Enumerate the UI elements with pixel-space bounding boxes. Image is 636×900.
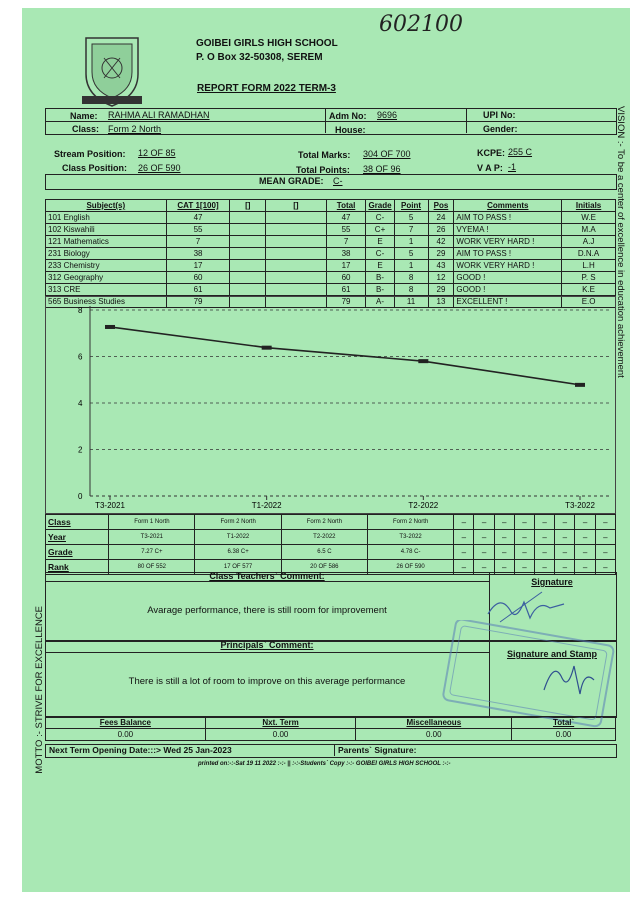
history-year-cell: T3-2021 xyxy=(109,530,195,545)
opening-date: Next Term Opening Date:::> Wed 25 Jan-2023 xyxy=(49,745,232,755)
history-empty-cell: – xyxy=(575,530,595,545)
printed-line: printed on:-:-Sat 19 11 2022 :-:- || :-:-Students` Copy :-:- GOIBEI GIRLS HIGH SCHOOL :-:- xyxy=(198,761,451,767)
fees-balance-value: 0.00 xyxy=(46,729,206,741)
history-empty-cell: – xyxy=(595,530,615,545)
history-rank-cell: 20 OF 586 xyxy=(281,560,367,575)
subject-row xyxy=(46,212,616,224)
history-class-cell: Form 2 North xyxy=(367,515,453,530)
subject-grade-cell: C- xyxy=(366,248,394,260)
history-empty-cell: – xyxy=(474,515,494,530)
y-tick-label: 0 xyxy=(78,492,83,501)
history-empty-cell: – xyxy=(535,545,555,560)
subject-empty-cell xyxy=(266,260,326,272)
subjects-header-cell: Point xyxy=(394,200,428,212)
subject-point-cell: 7 xyxy=(394,224,428,236)
x-tick-label: T2-2022 xyxy=(408,501,439,510)
subject-empty-cell xyxy=(266,236,326,248)
subject-empty-cell xyxy=(230,236,266,248)
history-empty-cell: – xyxy=(454,560,474,575)
history-empty-cell: – xyxy=(555,515,575,530)
adm-label: Adm No: xyxy=(329,111,367,121)
subjects-header-cell: Comments xyxy=(454,200,562,212)
subject-initials-cell: K.E xyxy=(562,284,616,296)
fees-balance-label: Fees Balance xyxy=(46,717,206,729)
subject-subject-cell: 233 Chemistry xyxy=(46,260,167,272)
history-year-cell: T1-2022 xyxy=(195,530,281,545)
history-row-label: Year xyxy=(46,530,109,545)
subject-total-cell: 47 xyxy=(326,212,366,224)
student-name: RAHMA ALI RAMADHAN xyxy=(108,110,210,120)
subject-empty-cell xyxy=(230,260,266,272)
subject-point-cell: 5 xyxy=(394,248,428,260)
subject-cat-cell: 60 xyxy=(166,272,230,284)
class-teacher-label: Class Teachers` Comment: xyxy=(209,571,325,581)
subject-cat-cell: 79 xyxy=(166,296,230,308)
subject-pos-cell: 29 xyxy=(428,248,454,260)
subjects-header-cell: [] xyxy=(230,200,266,212)
subject-point-cell: 5 xyxy=(394,212,428,224)
subject-empty-cell xyxy=(266,224,326,236)
subject-grade-cell: C- xyxy=(366,212,394,224)
subject-empty-cell xyxy=(230,272,266,284)
history-empty-cell: – xyxy=(474,560,494,575)
history-empty-cell: – xyxy=(514,545,534,560)
fees-table xyxy=(45,716,616,741)
subject-initials-cell: D.N.A xyxy=(562,248,616,260)
subject-subject-cell: 121 Mathematics xyxy=(46,236,167,248)
subject-initials-cell: E.O xyxy=(562,296,616,308)
history-row-label: Rank xyxy=(46,560,109,575)
history-rank-cell: 17 OF 577 xyxy=(195,560,281,575)
subject-grade-cell: E xyxy=(366,236,394,248)
y-tick-label: 6 xyxy=(78,352,83,362)
kcpe-value: 255 C xyxy=(508,147,533,157)
subject-point-cell: 8 xyxy=(394,272,428,284)
subject-comment-cell: WORK VERY HARD ! xyxy=(454,260,562,272)
subjects-header-cell: Initials xyxy=(562,200,616,212)
history-empty-cell: – xyxy=(575,560,595,575)
subject-initials-cell: A.J xyxy=(562,236,616,248)
subject-empty-cell xyxy=(266,272,326,284)
subject-total-cell: 79 xyxy=(326,296,366,308)
subject-total-cell: 7 xyxy=(326,236,366,248)
gender-label: Gender: xyxy=(483,124,518,134)
next-term-label: Nxt. Term xyxy=(205,717,356,729)
subject-empty-cell xyxy=(230,284,266,296)
mean-grade-value: C- xyxy=(333,176,343,186)
subject-comment-cell: AIM TO PASS ! xyxy=(454,212,562,224)
misc-value: 0.00 xyxy=(356,729,512,741)
subject-empty-cell xyxy=(266,248,326,260)
x-tick-label: T1-2022 xyxy=(251,501,282,510)
x-tick-label: T3-2022 xyxy=(565,501,595,510)
mean-grade-label: MEAN GRADE: xyxy=(259,176,324,186)
subject-row xyxy=(46,284,616,296)
signature-label: Signature xyxy=(531,577,573,587)
handwritten-number: 602100 xyxy=(379,12,463,37)
history-empty-cell: – xyxy=(454,545,474,560)
subject-point-cell: 1 xyxy=(394,260,428,272)
mean-grade-box xyxy=(45,174,617,190)
subjects-header-cell: Total xyxy=(326,200,366,212)
vap-label: V A P: xyxy=(477,163,503,173)
next-term-value: 0.00 xyxy=(205,729,356,741)
school-stamp xyxy=(434,620,624,730)
y-tick-label: 4 xyxy=(78,399,83,408)
history-grade-cell: 6.5 C xyxy=(281,545,367,560)
subject-grade-cell: C+ xyxy=(366,224,394,236)
history-rank-cell: 80 OF 552 xyxy=(109,560,195,575)
subject-grade-cell: B- xyxy=(366,272,394,284)
subject-point-cell: 8 xyxy=(394,284,428,296)
misc-label: Miscellaneous xyxy=(356,717,512,729)
history-year-cell: T3-2022 xyxy=(367,530,453,545)
history-row-grade xyxy=(46,545,616,560)
report-sheet xyxy=(22,8,630,892)
y-tick-label: 2 xyxy=(78,445,83,455)
history-empty-cell: – xyxy=(454,515,474,530)
history-rank-cell: 26 OF 590 xyxy=(367,560,453,575)
subject-comment-cell: VYEMA ! xyxy=(454,224,562,236)
subject-point-cell: 11 xyxy=(394,296,428,308)
history-empty-cell: – xyxy=(575,515,595,530)
subject-cat-cell: 55 xyxy=(166,224,230,236)
history-class-cell: Form 1 North xyxy=(109,515,195,530)
class-position-value: 26 OF 590 xyxy=(138,163,181,173)
subject-pos-cell: 24 xyxy=(428,212,454,224)
history-empty-cell: – xyxy=(595,545,615,560)
principal-label: Principals` Comment: xyxy=(220,640,314,650)
subject-cat-cell: 17 xyxy=(166,260,230,272)
history-grade-cell: 6.38 C+ xyxy=(195,545,281,560)
total-label: Total` xyxy=(512,717,616,729)
motto-text: MOTTO :- STRIVE FOR EXCELLENCE xyxy=(34,606,45,774)
subject-subject-cell: 102 Kiswahili xyxy=(46,224,167,236)
subject-total-cell: 38 xyxy=(326,248,366,260)
subject-cat-cell: 47 xyxy=(166,212,230,224)
subject-empty-cell xyxy=(266,212,326,224)
class-teacher-comment: Avarage performance, there is still room for improvement xyxy=(147,605,387,616)
upi-label: UPI No: xyxy=(483,110,516,120)
vision-text: VISION :- To be a center of excellence in education achievement xyxy=(615,106,626,378)
report-title: REPORT FORM 2022 TERM-3 xyxy=(197,83,336,94)
total-marks-value: 304 OF 700 xyxy=(363,149,411,159)
history-empty-cell: – xyxy=(494,515,514,530)
subject-initials-cell: M.A xyxy=(562,224,616,236)
history-row-class xyxy=(46,515,616,530)
data-point xyxy=(575,383,585,387)
signature-stamp-label: Signature and Stamp xyxy=(506,649,597,659)
subject-row xyxy=(46,260,616,272)
history-empty-cell: – xyxy=(494,530,514,545)
subject-subject-cell: 313 CRE xyxy=(46,284,167,296)
subject-pos-cell: 12 xyxy=(428,272,454,284)
subject-subject-cell: 312 Geography xyxy=(46,272,167,284)
history-row-year xyxy=(46,530,616,545)
history-empty-cell: – xyxy=(535,560,555,575)
total-marks-label: Total Marks: xyxy=(298,150,351,160)
x-tick-label: T3-2021 xyxy=(95,501,125,510)
history-grade-cell: 4.78 C- xyxy=(367,545,453,560)
subjects-table xyxy=(45,199,616,308)
history-empty-cell: – xyxy=(494,560,514,575)
subject-initials-cell: P. S xyxy=(562,272,616,284)
history-class-cell: Form 2 North xyxy=(281,515,367,530)
data-point xyxy=(105,325,115,329)
series-line xyxy=(110,327,580,385)
history-empty-cell: – xyxy=(494,545,514,560)
class-position-label: Class Position: xyxy=(62,163,128,173)
subject-pos-cell: 43 xyxy=(428,260,454,272)
subject-subject-cell: 565 Business Studies xyxy=(46,296,167,308)
history-empty-cell: – xyxy=(535,530,555,545)
subjects-header-cell: [] xyxy=(266,200,326,212)
history-year-cell: T2-2022 xyxy=(281,530,367,545)
history-empty-cell: – xyxy=(595,515,615,530)
subject-initials-cell: W.E xyxy=(562,212,616,224)
stream-value: 12 OF 85 xyxy=(138,148,176,158)
history-empty-cell: – xyxy=(454,530,474,545)
subject-grade-cell: A- xyxy=(366,296,394,308)
subject-empty-cell xyxy=(230,212,266,224)
subject-pos-cell: 42 xyxy=(428,236,454,248)
history-row-label: Class xyxy=(46,515,109,530)
history-table xyxy=(45,514,616,575)
history-empty-cell: – xyxy=(595,560,615,575)
history-empty-cell: – xyxy=(555,560,575,575)
history-empty-cell: – xyxy=(514,515,534,530)
data-point xyxy=(418,359,428,363)
class-value: Form 2 North xyxy=(108,124,162,134)
history-empty-cell: – xyxy=(575,545,595,560)
subject-point-cell: 1 xyxy=(394,236,428,248)
principal-comment: There is still a lot of room to improve on this average performance xyxy=(128,676,406,687)
history-empty-cell: – xyxy=(514,530,534,545)
subject-row xyxy=(46,236,616,248)
subject-initials-cell: L.H xyxy=(562,260,616,272)
adm-value: 9696 xyxy=(377,110,398,120)
subject-comment-cell: GOOD ! xyxy=(454,284,562,296)
total-value: 0.00 xyxy=(512,729,616,741)
name-label: Name: xyxy=(70,111,98,121)
history-empty-cell: – xyxy=(514,560,534,575)
history-grade-cell: 7.27 C+ xyxy=(109,545,195,560)
subject-pos-cell: 26 xyxy=(428,224,454,236)
subject-row xyxy=(46,272,616,284)
subjects-header-cell: Grade xyxy=(366,200,394,212)
subjects-header-cell: Subject(s) xyxy=(46,200,167,212)
subject-empty-cell xyxy=(230,224,266,236)
subject-comment-cell: GOOD ! xyxy=(454,272,562,284)
subject-grade-cell: B- xyxy=(366,284,394,296)
history-class-cell: Form 2 North xyxy=(195,515,281,530)
subject-subject-cell: 231 Biology xyxy=(46,248,167,260)
kcpe-label: KCPE: xyxy=(477,148,506,158)
class-label: Class: xyxy=(72,124,100,134)
subject-cat-cell: 61 xyxy=(166,284,230,296)
total-points-value: 38 OF 96 xyxy=(363,164,401,174)
subject-total-cell: 61 xyxy=(326,284,366,296)
parents-signature: Parents` Signature: xyxy=(338,745,417,755)
subjects-header-cell: Pos xyxy=(428,200,454,212)
history-row-label: Grade xyxy=(46,545,109,560)
school-name: GOIBEI GIRLS HIGH SCHOOL xyxy=(196,38,338,49)
stream-label: Stream Position: xyxy=(54,149,126,159)
subject-cat-cell: 38 xyxy=(166,248,230,260)
subject-comment-cell: AIM TO PASS ! xyxy=(454,248,562,260)
history-empty-cell: – xyxy=(555,530,575,545)
total-points-label: Total Points: xyxy=(296,165,350,175)
vap-value: -1 xyxy=(508,162,517,172)
subject-pos-cell: 29 xyxy=(428,284,454,296)
history-empty-cell: – xyxy=(474,545,494,560)
y-tick-label: 8 xyxy=(78,306,83,315)
subject-empty-cell xyxy=(266,284,326,296)
subject-cat-cell: 7 xyxy=(166,236,230,248)
subject-grade-cell: E xyxy=(366,260,394,272)
subject-empty-cell xyxy=(230,248,266,260)
subject-total-cell: 60 xyxy=(326,272,366,284)
history-empty-cell: – xyxy=(474,530,494,545)
house-label: House: xyxy=(335,125,366,135)
subject-comment-cell: WORK VERY HARD ! xyxy=(454,236,562,248)
subject-row xyxy=(46,248,616,260)
subjects-header-cell: CAT 1[100] xyxy=(166,200,230,212)
data-point xyxy=(262,346,272,350)
subject-comment-cell: EXCELLENT ! xyxy=(454,296,562,308)
history-empty-cell: – xyxy=(555,545,575,560)
subject-pos-cell: 13 xyxy=(428,296,454,308)
performance-chart xyxy=(45,296,616,514)
history-empty-cell: – xyxy=(535,515,555,530)
subject-subject-cell: 101 English xyxy=(46,212,167,224)
school-logo xyxy=(78,34,146,110)
subject-total-cell: 17 xyxy=(326,260,366,272)
subject-total-cell: 55 xyxy=(326,224,366,236)
subject-row xyxy=(46,224,616,236)
school-address: P. O Box 32-50308, SEREM xyxy=(196,52,323,63)
